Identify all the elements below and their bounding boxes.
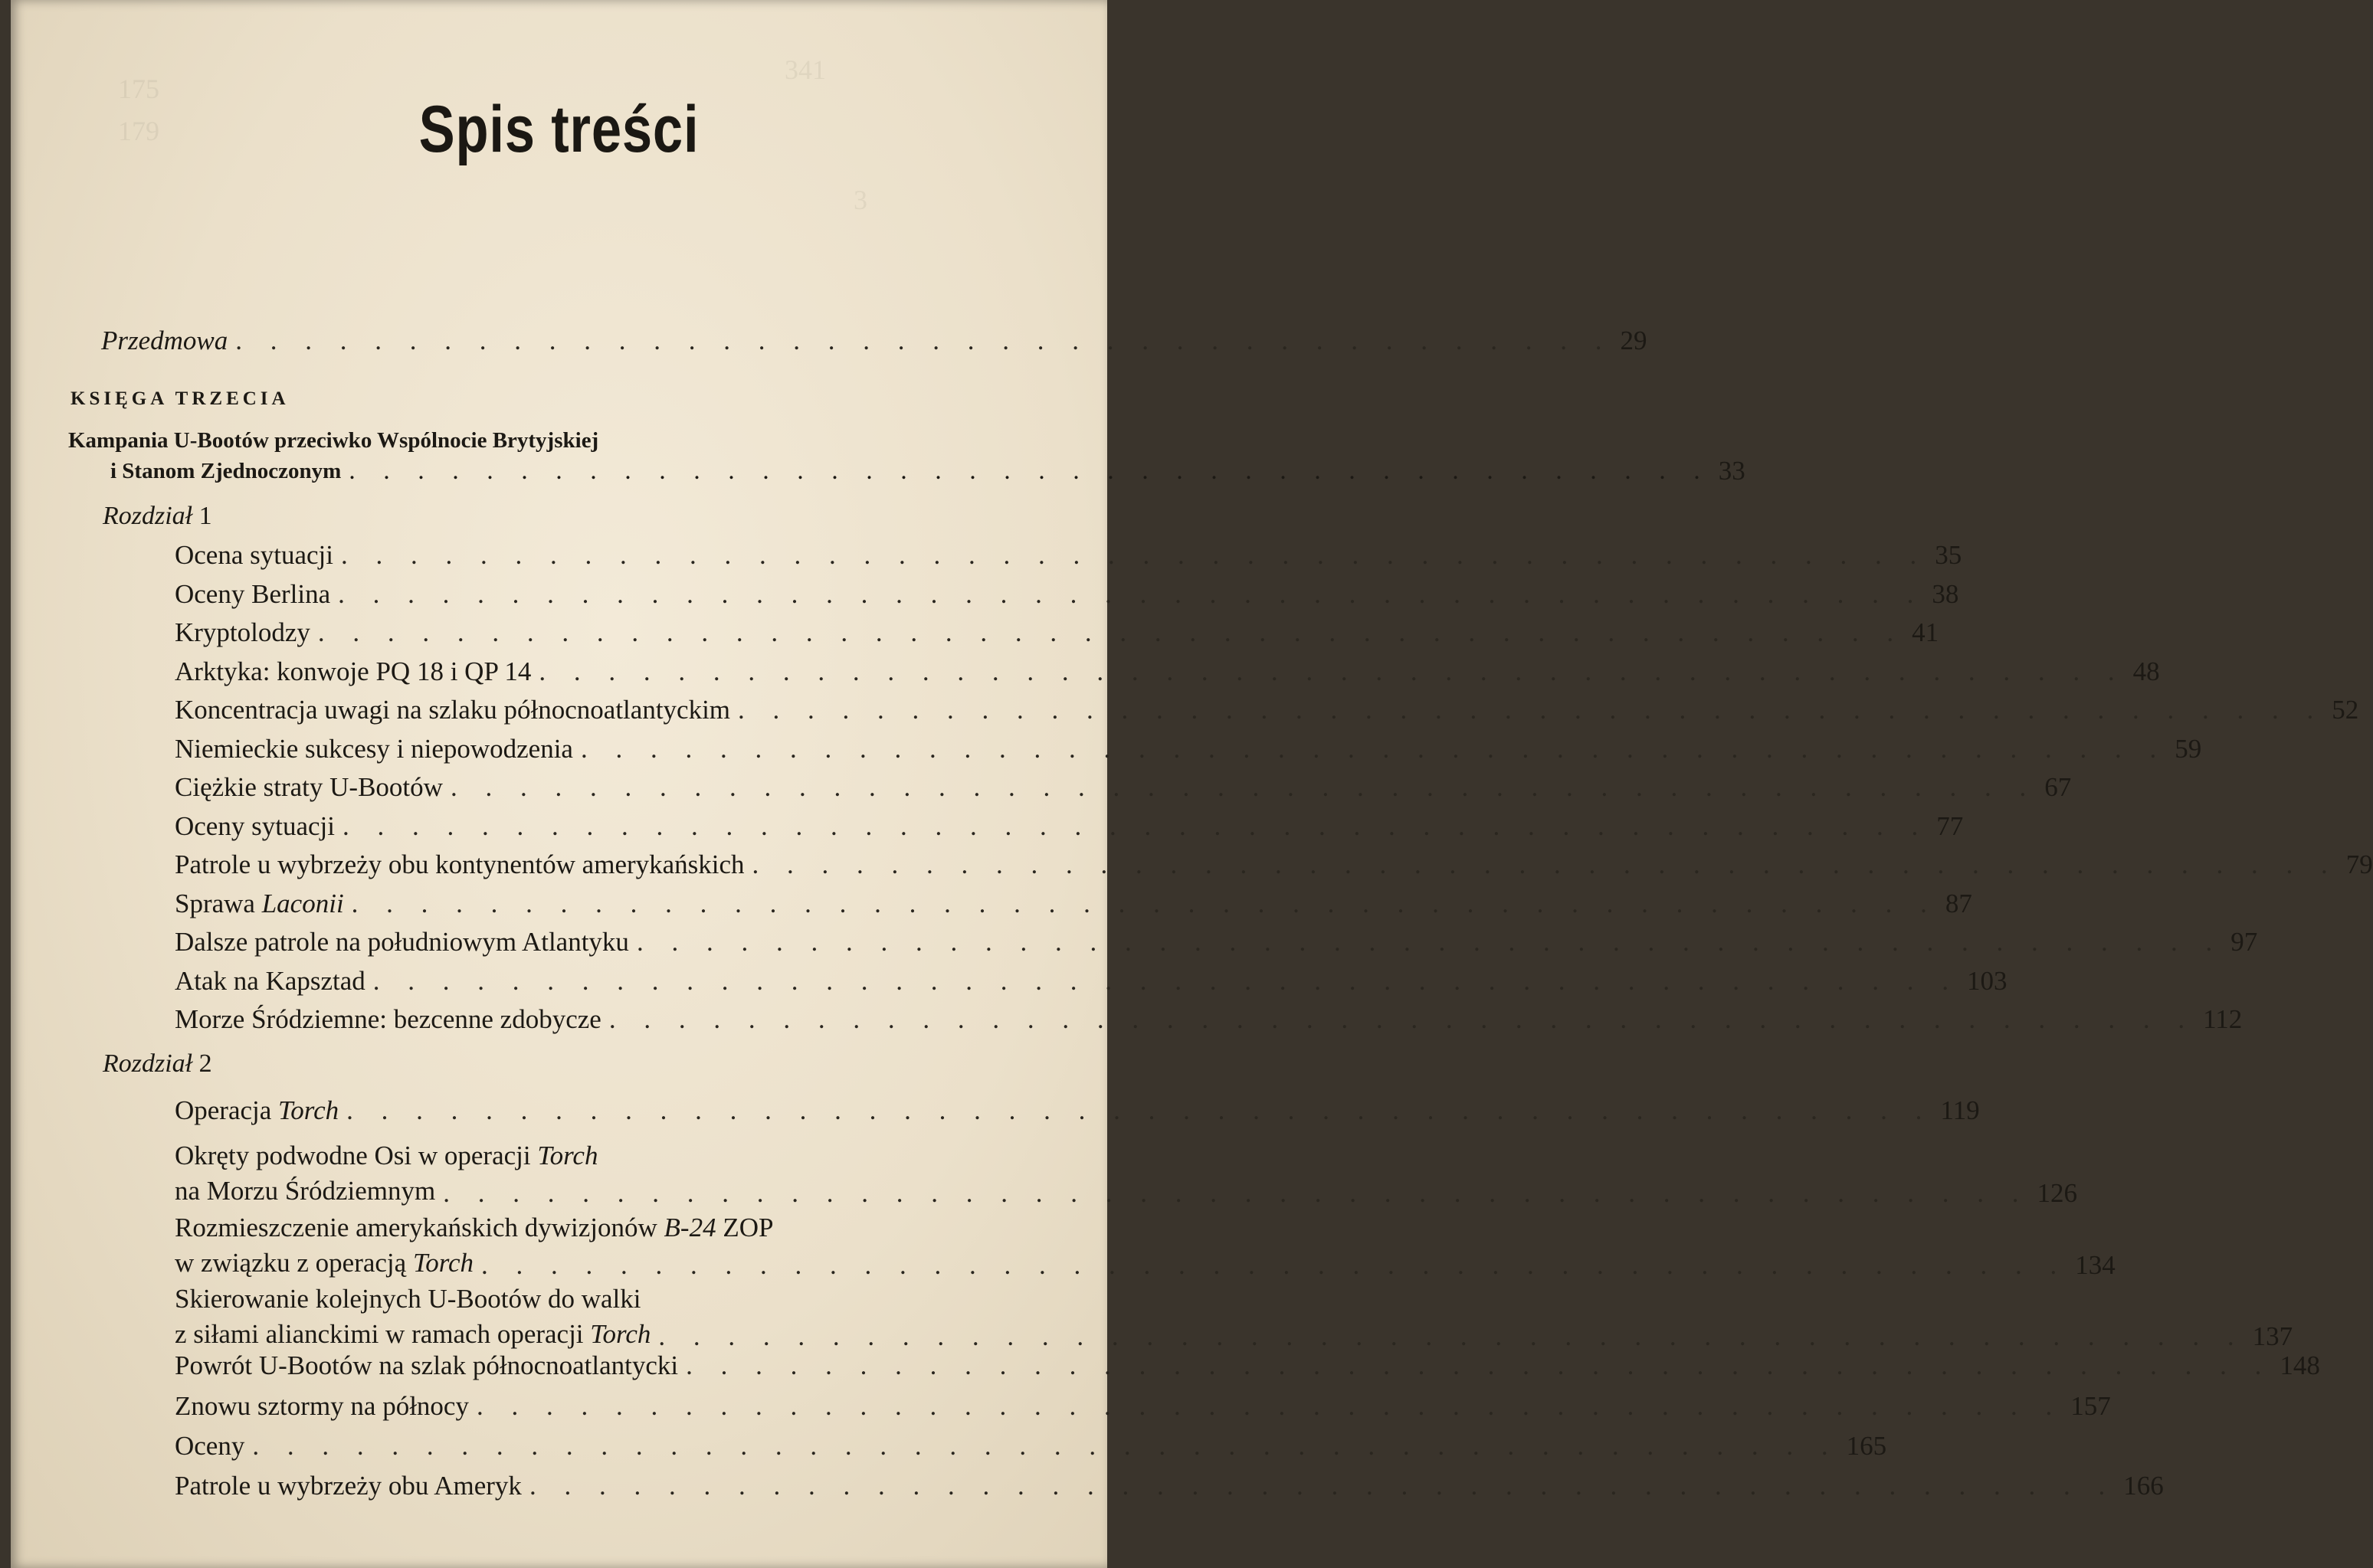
entry-text: Powrót U-Bootów na szlak północnoatlantycki (175, 1350, 679, 1380)
toc-entry[interactable] (175, 1004, 2243, 1035)
toc-entry[interactable] (175, 1391, 2111, 1422)
entry-page: 97 (2230, 927, 2258, 957)
leader-dots: . . . . . . . . . . . . . . . . . . . . . . . . . . . . . . . . . . . . . . . . . . . . . . (686, 1350, 2273, 1380)
entry-text: Dalsze patrole na południowym Atlantyku (175, 927, 629, 957)
leader-dots: . . . . . . . . . . . . . . . . . . . . . . . . . . . . . . . . . . . . . . . . . . . . . . (372, 965, 1960, 996)
leader-dots: . . . . . . . . . . . . . . . . . . . . . . . . . . . . . . . . . . . . . . . . . . . . . . (529, 1471, 2116, 1501)
entry-page: 166 (2123, 1471, 2164, 1501)
toc-entry[interactable] (175, 540, 1962, 571)
entry-line1 (175, 1138, 947, 1174)
toc-entry[interactable] (175, 733, 2202, 764)
entry-title (175, 1004, 601, 1035)
entry-title (175, 1431, 244, 1462)
leader-dots: . . . . . . . . . . . . . . . . . . . . . . . . . . . . . . . . . . . . . . . . . . . . . . (636, 927, 2224, 957)
entry-line1-tail: ZOP (723, 1213, 774, 1242)
entry-line1-italic: B-24 (664, 1213, 716, 1242)
toc-entry-preface[interactable]: Przedmowa . . . . . . . . . . . . . . . . . . . . . . . . . . . . . . . . . . . . . . . . 29 (101, 326, 1647, 355)
chapter-2-heading: Rozdział 2 (103, 1049, 212, 1078)
leader-dots: . . . . . . . . . . . . . . . . . . . . . . . . . . . . . . . . . . . . . . . . . . . . . . (317, 617, 1905, 647)
entry-line2-italic: Torch (412, 1248, 474, 1278)
entry-line2 (175, 1174, 435, 1209)
entry-page: 48 (2132, 656, 2160, 686)
entry-line1 (175, 1210, 947, 1246)
entry-text: Operacja (175, 1095, 272, 1125)
entry-text: Koncentracja uwagi na szlaku północnoatlantyckim (175, 695, 731, 725)
entry-title (175, 772, 443, 803)
entry-title (175, 1471, 522, 1501)
entry-text: Atak na Kapsztad (175, 965, 365, 996)
entry-title (175, 1095, 339, 1126)
leader-dots: . . . . . . . . . . . . . . . . . . . . . . . . . . . . . . . . . . . . . . . . . . . . . . (658, 1321, 2245, 1351)
entry-page: 137 (2252, 1321, 2293, 1351)
leader-dots: . . . . . . . . . . . . . . . . . . . . . . . . . . . . . . . . . . . . . . . . . . . . . . (752, 849, 2339, 879)
leader-dots: . . . . . . . . . . . . . . . . . . . . . . . . . . . . . . . . . . . . . . . . . . . . . . (338, 578, 1925, 609)
entry-page: 103 (1967, 965, 2008, 996)
entry-title (175, 617, 310, 648)
leader-dots: . . . . . . . . . . . . . . . . . . . . . . . . . . . . . . . . . . . . . . . . . . . . . . (608, 1004, 2196, 1034)
toc-entry[interactable] (175, 578, 1959, 610)
leader-dots: . . . . . . . . . . . . . . . . . . . . . . . . . . . . . . . . . . . . . . . . . . . . . . (481, 1250, 2068, 1280)
entry-line1-italic: Torch (537, 1141, 598, 1170)
entry-text: Niemieckie sukcesy i niepowodzenia (175, 733, 573, 764)
entry-text-italic: Torch (278, 1095, 339, 1125)
leader-dots: . . . . . . . . . . . . . . . . . . . . . . . . . . . . . . . . . . . . . . . . . . . . . . (351, 888, 1938, 918)
entry-line2-text: na Morzu Śródziemnym (175, 1176, 436, 1206)
entry-text: Ocena sytuacji (175, 540, 333, 570)
entry-text: Sprawa (175, 888, 255, 918)
entry-page: 119 (1940, 1095, 1980, 1125)
entry-text: Oceny Berlina (175, 578, 331, 609)
entry-page: 126 (2037, 1178, 2077, 1208)
entry-title: Przedmowa (101, 326, 228, 355)
leader-dots: . . . . . . . . . . . . . . . . . . . . . . . . . . . . . . . . . . . . . . . . . . . . . . (341, 540, 1928, 570)
entry-text: Morze Śródziemne: bezcenne zdobycze (175, 1004, 601, 1034)
entry-page: 52 (2332, 695, 2359, 725)
entry-text: Patrole u wybrzeży obu Ameryk (175, 1471, 522, 1501)
leader-dots: . . . . . . . . . . . . . . . . . . . . . . . . . . . . . . . . . . . . . . . . . . . . . . (738, 695, 2325, 725)
entry-line2-text: z siłami alianckimi w ramach operacji (175, 1319, 584, 1349)
entry-title (175, 889, 344, 919)
toc-entry[interactable] (175, 1350, 2320, 1381)
entry-title (175, 579, 330, 610)
entry-text: Kryptolodzy (175, 617, 310, 647)
toc-entry[interactable] (175, 927, 2258, 957)
entry-text: Oceny sytuacji (175, 810, 335, 841)
entry-title (175, 849, 745, 880)
toc-entry[interactable] (175, 1095, 1980, 1126)
toc-entry[interactable] (175, 617, 1939, 648)
entry-line2-italic: Torch (590, 1319, 651, 1349)
entry-text-italic: Laconii (261, 888, 344, 918)
toc-entry[interactable] (175, 695, 2359, 725)
entry-title (175, 540, 333, 571)
entry-page: 29 (1620, 326, 1647, 355)
entry-line1 (175, 1282, 947, 1317)
entry-page: 41 (1912, 617, 1939, 647)
leader-dots: . . . . . . . . . . . . . . . . . . . . . . . . . . . . . . . . . . . . . . . . . . . . . . (252, 1431, 1839, 1461)
leader-dots: . . . . . . . . . . . . . . . . . . . . . . . . . . . . . . . . . . . . . . . . . . . . . . (342, 810, 1929, 841)
entry-page: 87 (1945, 888, 1972, 918)
entry-text: Ciężkie straty U-Bootów (175, 772, 443, 802)
toc-entry[interactable] (175, 772, 2072, 803)
toc-entry[interactable] (175, 1138, 2077, 1209)
page-title: Spis treści (418, 93, 700, 166)
entry-title (175, 927, 629, 957)
toc-entry[interactable] (175, 849, 2373, 880)
entry-title (175, 695, 730, 725)
entry-line2-text: w związku z operacją (175, 1248, 407, 1278)
book-page: 341 175 179 3 Spis treści Przedmowa . . . . . . . . . . . . . . . . . . . . . . . . . . . . . . . . . . . . . . . . 29 KSIĘGA TRZECIA Kampania U-Bootów przeciwko Wspólnocie Brytyjskiej i Stanom Zjednoczonym . . . . . . . . . . . . . . . . . . . . . . . . . . . . . . . . . . . . . . . . 33 Rozdział 1 Rozdział 2 Ocena sytuacji . . . . . . . . . . . . . . . . . . . . . . . . . . . . . . . . . . . . . . . . . . . . . . 35 Oceny Berlina . . . . . . . . . . . . . . . . . . . . . . . . . . . . . . . . . . . . . . . . . . . . . . 38 Kryptolodzy . . . . . . . . . . . . . . . . . . . . . . . . . . . . . . . . . . . . . . . . . . . . . . 41 Arktyka: konwoje PQ 18 i QP 14 . . . . . . . . . . . . . . . . . . . . . . . . . . . . . . . . . . . . . . . . . . . . . . 48 Koncentracja uwagi na szlaku północnoatlantyckim . . . . . . . . . . . . . . . . . . . . . . . . . . . . . . . . . . . . . . . . . . . . . . 52 Niemieckie sukcesy i niepowodzenia . . . . . . . . . . . . . . . . . . . . . . . . . . . . . . . . . . . . . . . . . . . . . . 59 Ciężkie straty U-Bootów . . . . . . . . . . . . . . . . . . . . . . . . . . . . . . . . . . . . . . . . . . . . . . 67 Oceny sytuacji . . . . . . . . . . . . . . . . . . . . . . . . . . . . . . . . . . . . . . . . . . . . . . 77 Patrole u wybrzeży obu kontynentów amerykańskich . . . . . . . . . . . . . . . . . . . . . . . . . . . . . . . . . . . . . . . . . . . . . . 79 Sprawa Laconii . . . . . . . . . . . . . . . . . . . . . . . . . . . . . . . . . . . . . . . . . . . . . . 87 Dalsze patrole na południowym Atlantyku . . . . . . . . . . . . . . . . . . . . . . . . . . . . . . . . . . . . . . . . . . . . . . 97 Atak na Kapsztad . . . . . . . . . . . . . . . . . . . . . . . . . . . . . . . . . . . . . . . . . . . . . . 103 Morze Śródziemne: bezcenne zdobycze . . . . . . . . . . . . . . . . . . . . . . . . . . . . . . . . . . . . . . . . . . . . . . 112 Operacja Torch . . . . . . . . . . . . . . . . . . . . . . . . . . . . . . . . . . . . . . . . . . . . . . 119 Okręty podwodne Osi w operacji Torch na Morzu Śródziemnym . . . . . . . . . . . . . . . . . . . . . . . . . . . . . . . . . . . . . . . . . . . . . . 126 Rozmieszczenie amerykańskich dywizjonów B-24 ZOP w związku z operacją Torch . . . . . . . . . . . . . . . . . . . . . . . . . . . . . . . . . . . . . . . . . . . . . . 134 Skierowanie kolejnych U-Bootów do walki z siłami alianckimi w ramach operacji Torch . . . . . . . . . . . . . . . . . . . . . . . . . . . . . . . . . . . . . . . . . . . . . . 137 Powrót U-Bootów na szlak północnoatlantycki . . . . . . . . . . . . . . . . . . . . . . . . . . . . . . . . . . . . . . . . . . . . . . 148 Znowu sztormy na północy . . . . . . . . . . . . . . . . . . . . . . . . . . . . . . . . . . . . . . . . . . . . . . 157 Oceny . . . . . . . . . . . . . . . . . . . . . . . . . . . . . . . . . . . . . . . . . . . . . . 165 Patrole u wybrzeży obu Ameryk . . . . . . . . . . . . . . . . . . . . . . . . . . . . . . . . . . . . . . . . . . . . . . 166 (11, 0, 1107, 1568)
toc-entry[interactable] (175, 888, 1972, 919)
leader-dots: . . . . . . . . . . . . . . . . . . . . . . . . . . . . . . . . . . . . . . . . . . . . . . (580, 733, 2168, 764)
part-page: 33 (1718, 456, 1745, 486)
entry-line2 (175, 1317, 651, 1352)
leader-dots: . . . . . . . . . . . . . . . . . . . . . . . . . . . . . . . . . . . . . . . . . . . . . . (450, 772, 2037, 802)
entry-title (175, 1391, 469, 1422)
leader-dots: . . . . . . . . . . . . . . . . . . . . . . . . . . . . . . . . . . . . . . . . . . . . . . (443, 1178, 2030, 1208)
toc-entry[interactable] (175, 1282, 2293, 1352)
entry-title (175, 811, 335, 842)
toc-entry[interactable] (175, 656, 2160, 687)
toc-entry[interactable] (175, 810, 1964, 842)
entry-line1-text: Okręty podwodne Osi w operacji (175, 1141, 531, 1170)
entry-text: Znowu sztormy na północy (175, 1391, 469, 1421)
entry-title (175, 734, 573, 764)
entry-page: 79 (2345, 849, 2373, 879)
entry-page: 134 (2075, 1250, 2116, 1280)
toc-entry[interactable] (175, 1431, 1887, 1462)
toc-entry[interactable] (175, 1471, 2164, 1501)
entry-title (175, 656, 531, 687)
leader-dots: . . . . . . . . . . . . . . . . . . . . . . . . . . . . . . . . . . . . . . . . . . . . . . (539, 656, 2126, 686)
part-title[interactable]: Kampania U-Bootów przeciwko Wspólnocie Brytyjskiej i Stanom Zjednoczonym . . . . . . . . . . . . . . . . . . . . . . . . . . . . . . . . . . . . . . . . 33 (68, 425, 903, 486)
entry-page: 38 (1932, 578, 1959, 609)
chapter-1-heading: Rozdział 1 (103, 502, 212, 530)
entry-page: 67 (2044, 772, 2072, 802)
entry-line1-text: Rozmieszczenie amerykańskich dywizjonów (175, 1213, 657, 1242)
entry-page: 77 (1936, 810, 1964, 841)
entry-page: 59 (2175, 733, 2202, 764)
entry-line2 (175, 1246, 474, 1281)
part-title-line1: Kampania U-Bootów przeciwko Wspólnocie Brytyjskiej (68, 428, 599, 453)
leader-dots: . . . . . . . . . . . . . . . . . . . . . . . . . . . . . . . . . . . . . . . . . . . . . . (476, 1391, 2063, 1421)
leader-dots: . . . . . . . . . . . . . . . . . . . . . . . . . . . . . . . . . . . . . . . . . . . . . . (346, 1095, 1933, 1125)
entry-page: 112 (2203, 1004, 2243, 1034)
entry-title (175, 966, 365, 997)
entry-page: 35 (1935, 540, 1962, 570)
entry-line1-text: Skierowanie kolejnych U-Bootów do walki (175, 1284, 641, 1314)
entry-page: 157 (2070, 1391, 2111, 1421)
book-label: KSIĘGA TRZECIA (70, 388, 290, 409)
entry-page: 148 (2280, 1350, 2320, 1380)
entry-page: 165 (1846, 1431, 1887, 1461)
toc-entry[interactable] (175, 1210, 2116, 1281)
entry-text: Oceny (175, 1431, 245, 1461)
part-title-line2: i Stanom Zjednoczonym (110, 459, 342, 483)
entry-text: Patrole u wybrzeży obu kontynentów amerykańskich (175, 849, 745, 879)
toc-entry[interactable] (175, 965, 2008, 997)
entry-text: Arktyka: konwoje PQ 18 i QP 14 (175, 656, 532, 686)
entry-title (175, 1350, 678, 1381)
